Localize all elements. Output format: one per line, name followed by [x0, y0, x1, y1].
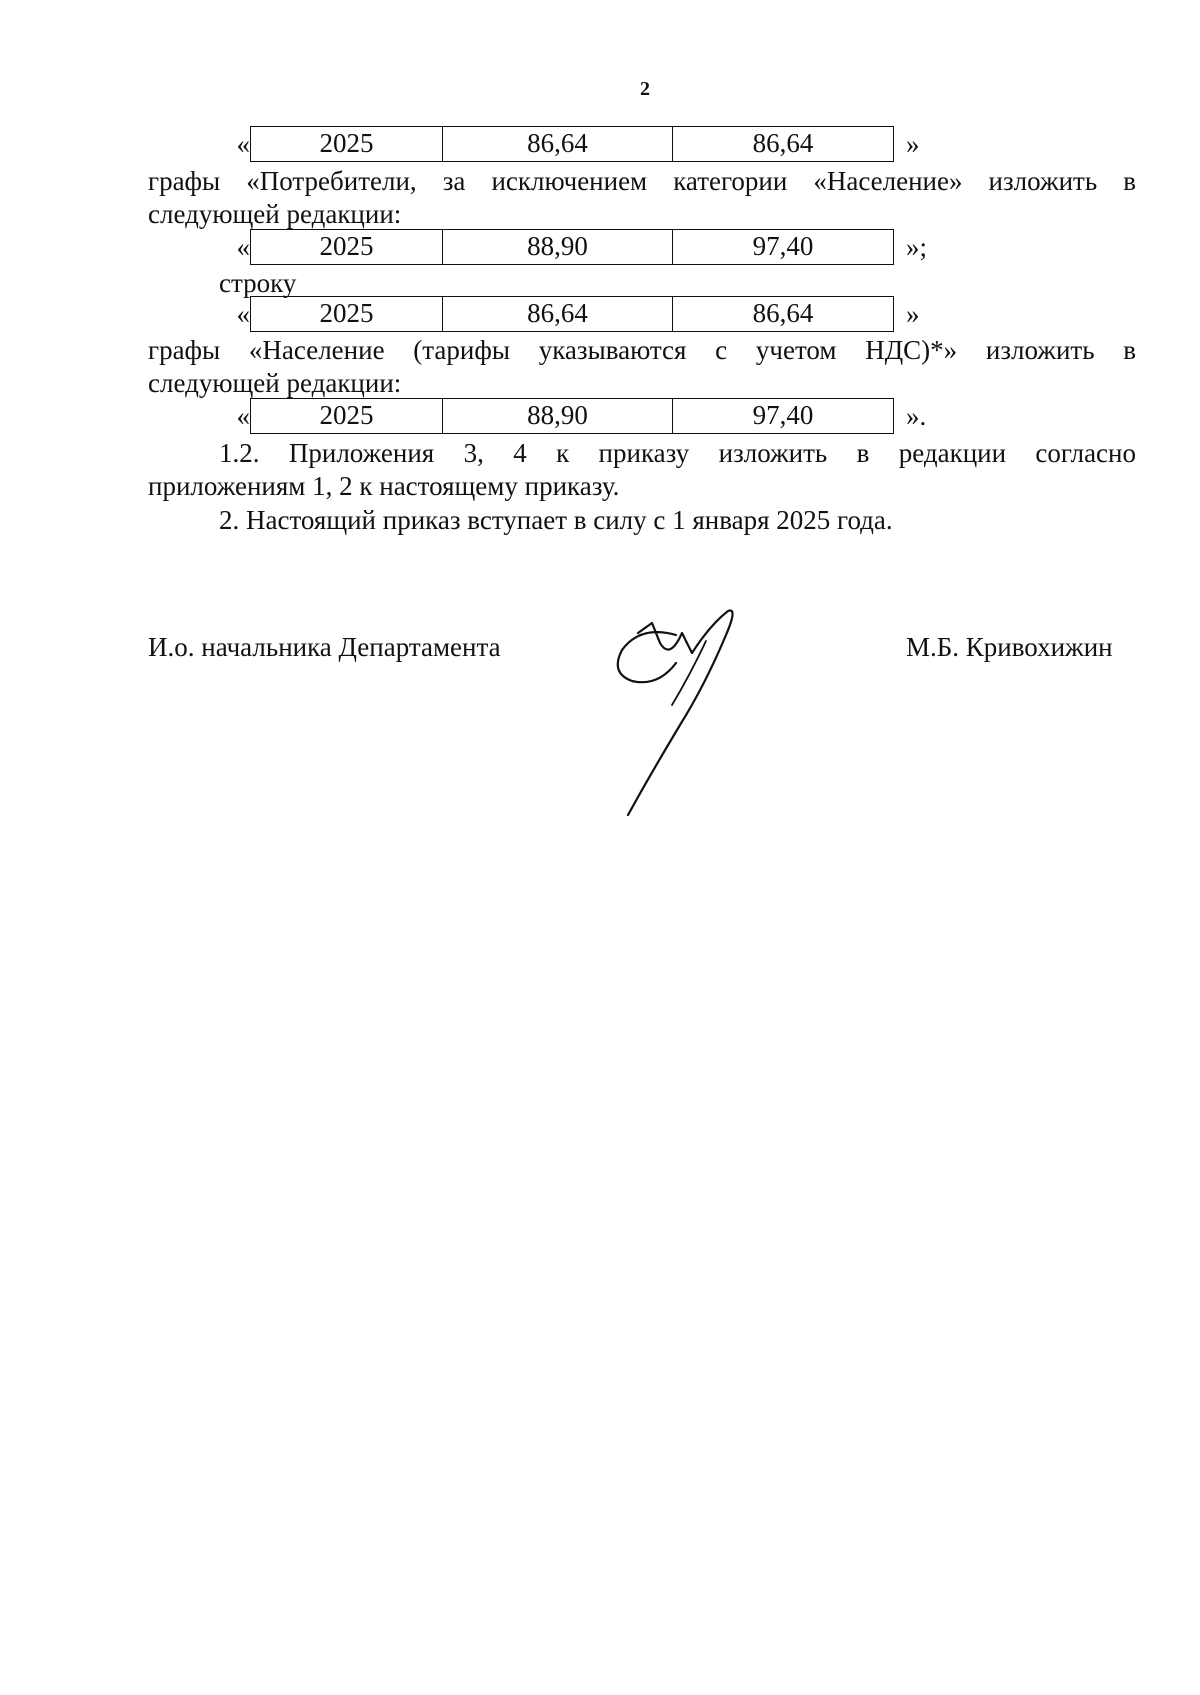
value-cell-1: 88,90	[442, 399, 672, 433]
close-quote: ».	[906, 401, 927, 431]
paragraph-line: графы «Население (тарифы указываются с учетом НДС)*» изложить в	[148, 335, 1136, 365]
year-cell: 2025	[319, 298, 374, 328]
value-cell-2: 86,64	[672, 127, 893, 161]
signatory-name: М.Б. Кривохижин	[906, 632, 1113, 662]
value-cell-2: 97,40	[672, 399, 893, 433]
open-quote: «	[236, 401, 250, 431]
tariff-table	[250, 229, 894, 265]
paragraph-line: 1.2. Приложения 3, 4 к приказу изложить в редакции согласно	[219, 438, 1136, 468]
value-cell-1: 88,90	[442, 230, 672, 264]
page-number: 2	[640, 78, 650, 100]
value-cell-1: 86,64	[442, 127, 672, 161]
year-cell: 2025	[319, 128, 374, 158]
paragraph-line: приложениям 1, 2 к настоящему приказу.	[148, 471, 620, 501]
open-quote: «	[236, 299, 250, 329]
value-cell-2: 86,64	[672, 297, 893, 331]
tariff-table	[250, 398, 894, 434]
paragraph-line: строку	[219, 268, 297, 298]
paragraph-line: следующей редакции:	[148, 199, 402, 229]
tariff-table-row	[222, 126, 920, 162]
value-cell-2: 97,40	[672, 230, 893, 264]
tariff-table-row	[222, 229, 927, 265]
paragraph-line: 2. Настоящий приказ вступает в силу с 1 января 2025 года.	[219, 505, 893, 535]
close-quote: »;	[906, 232, 928, 262]
handwritten-signature	[610, 605, 750, 820]
signatory-title: И.о. начальника Департамента	[148, 632, 501, 662]
value-cell-1: 86,64	[442, 297, 672, 331]
open-quote: «	[236, 232, 250, 262]
year-cell: 2025	[319, 400, 374, 430]
tariff-table-row	[222, 398, 926, 434]
paragraph-line: следующей редакции:	[148, 368, 402, 398]
close-quote: »	[906, 129, 920, 159]
tariff-table	[250, 126, 894, 162]
open-quote: «	[236, 129, 250, 159]
paragraph-line: графы «Потребители, за исключением категории «Население» изложить в	[148, 166, 1136, 196]
tariff-table	[250, 296, 894, 332]
tariff-table-row	[222, 296, 920, 332]
year-cell: 2025	[319, 231, 374, 261]
close-quote: »	[906, 299, 920, 329]
